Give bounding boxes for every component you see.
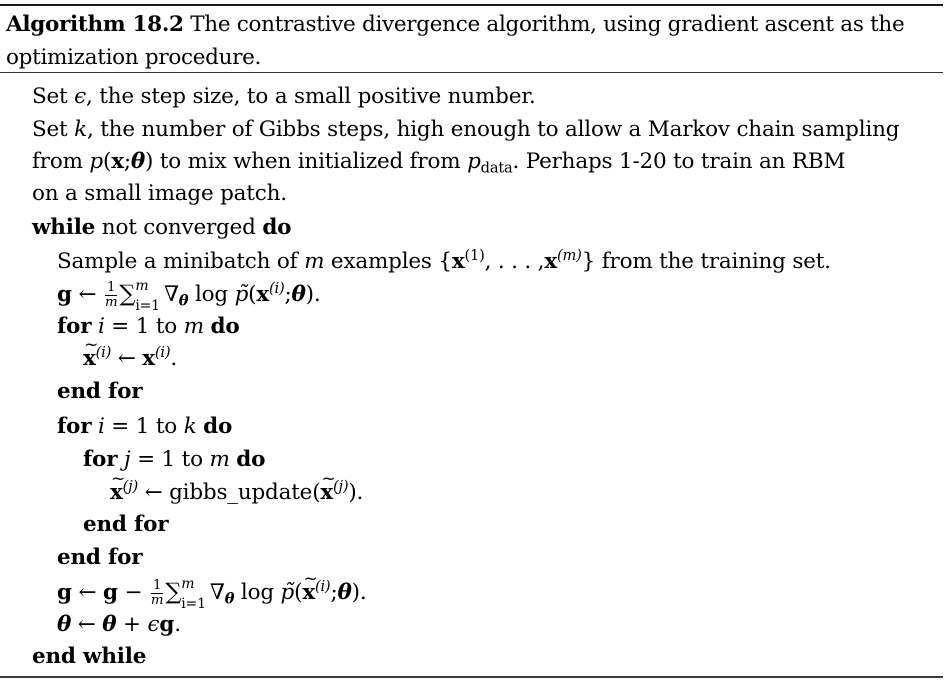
algo-line-g-negative: g ← g − $\frac{1}{m}$ ∑ m i=1 $\nabla_\theta$ log p̃(~ $x^{(i)};\theta$). (57, 577, 366, 608)
algo-line-end-for-1: end for (57, 379, 143, 404)
top-rule (0, 4, 943, 6)
algorithm-caption-text: The contrastive divergence algorithm, using gradient ascent as the optimization procedure. (6, 12, 905, 70)
algo-line-4: on a small image patch. (32, 181, 287, 206)
algo-line-for-i-k: for i = 1 to k do (57, 414, 233, 439)
keyword-while: while (32, 215, 96, 240)
summation: ∑ m i=1 (119, 278, 160, 314)
keyword-do: do (262, 215, 292, 240)
algo-line-end-for-3: end for (57, 545, 143, 570)
algo-line-for-j-m: for j = 1 to m do (83, 447, 266, 472)
algo-line-end-while: end while (32, 644, 147, 669)
algo-line-while: while not converged do (32, 215, 292, 240)
algo-line-2: Set k, the number of Gibbs steps, high enough to allow a Markov chain sampling (32, 117, 900, 142)
fraction: $\frac{1}{m}$ (150, 578, 164, 608)
algo-line-for-i-m: for i = 1 to m do (57, 314, 240, 339)
algorithm-caption (6, 8, 946, 74)
algo-line-g-positive: g ← $\frac{1}{m}$ ∑ m i=1 $\nabla_\theta$ $\log p̃(x^{(i)};\theta)$. (57, 278, 321, 314)
fraction: $\frac{1}{m}$ (104, 280, 118, 310)
algo-line-copy: ~ $x^{(i)}$ ← $x^{(i)}$. (83, 344, 177, 374)
summation: ∑ m i=1 (165, 576, 206, 612)
algo-line-gibbs-update: ~ $x^{(j)}$ ← gibbs_update(~ $x^{(j)}$). (110, 478, 363, 508)
algorithm-label: Algorithm 18.2 (6, 12, 184, 37)
algo-line-3: from p(x;θ) to mix when initialized from $p_{data}$. Perhaps 1-20 to train an RBM (32, 149, 846, 177)
algo-line-1: Set ϵ, the step size, to a small positive number. (32, 84, 536, 109)
bottom-rule (0, 676, 943, 678)
caption-rule (0, 72, 943, 73)
algo-line-sample: Sample a minibatch of m examples {$x^{(1)}$, . . . $,x^{(m)}$} from the training set. (57, 246, 831, 274)
algo-line-theta-update: θ ← θ + ϵg. (57, 612, 181, 637)
algo-line-end-for-2: end for (83, 512, 169, 537)
